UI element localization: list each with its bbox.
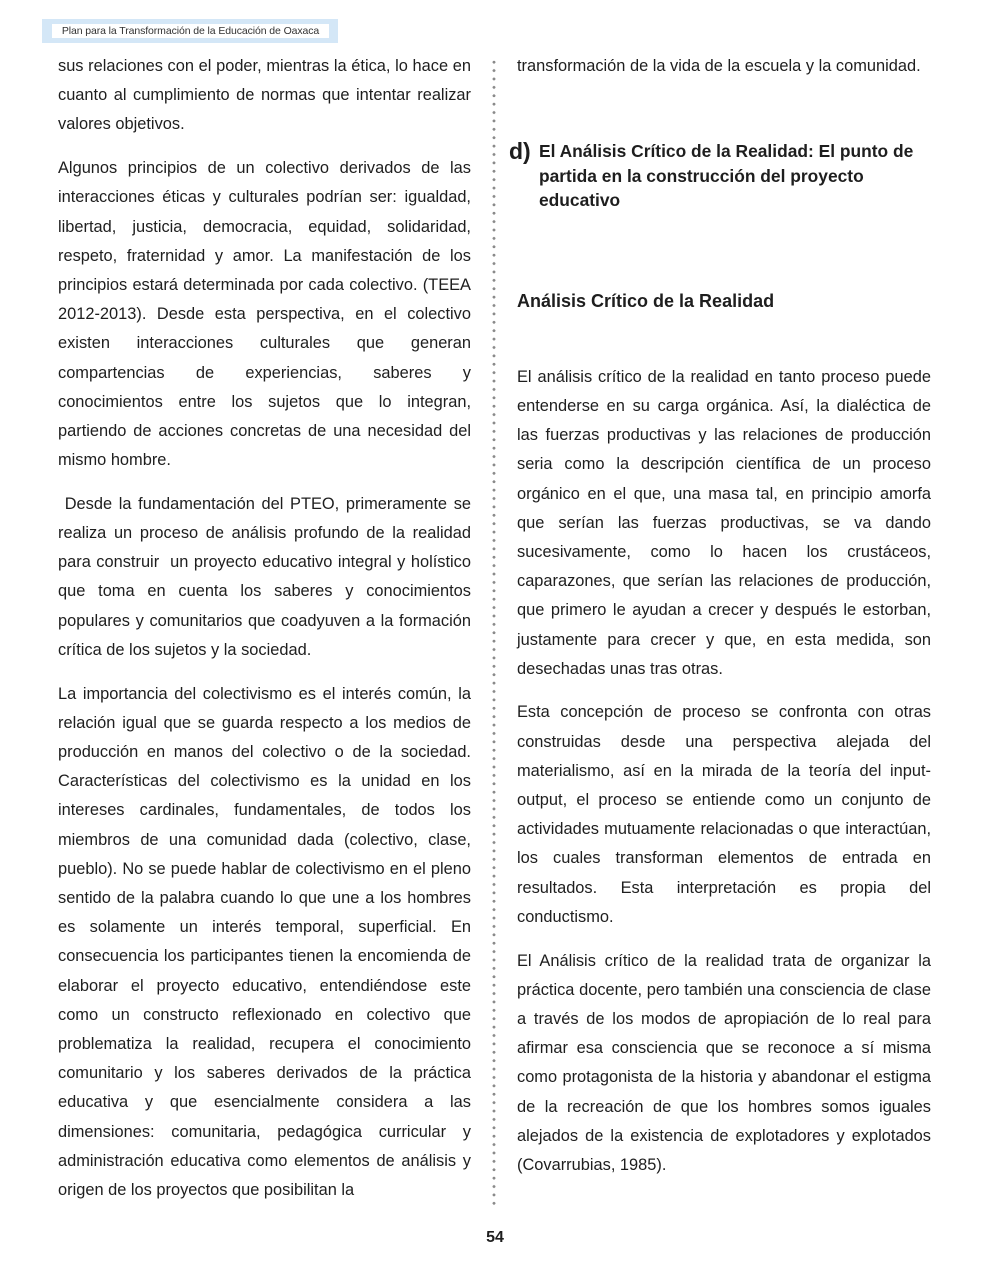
paragraph: transformación de la vida de la escuela y la comunidad.: [517, 57, 921, 75]
paragraph: Esta concepción de proceso se confronta con otras construidas desde una perspectiva alejada del materialismo, así en la mirada de la teoría del input-output, el proceso se entiende como un conjunto de actividades mutuamente relacionadas o que interactúan, los cuales transforman elementos de entrada en resultados. Esta interpretación es propia del conductismo.: [517, 703, 931, 926]
paragraph: La importancia del colectivismo es el interés común, la relación igual que se guarda respecto a los medios de producción en manos del colectivo o de la sociedad. Características del colectivismo es la unidad en los intereses cardinales, fundamentales, de todos los miembros de una comunidad dada (colectivo, clase, pueblo). No se puede hablar de colectivismo en el pleno sentido de la palabra cuando lo que une a los hombres es solamente un interés temporal, superficial. En consecuencia los participantes tienen la encomienda de elaborar el proyecto educativo, entendiéndose este como un constructo reflexionado en colectivo que problematiza la realidad, recupera el conocimiento comunitario y los saberes derivados de la práctica educativa y que esencialmente considera a las dimensiones: comunitaria, pedagógica curricular y administración educativa como elementos de análisis y origen de los proyectos que posibilitan la: [58, 684, 471, 1200]
paragraph: El análisis crítico de la realidad en tanto proceso puede entenderse en su carga orgánica. Así, la dialéctica de las fuerzas productivas y las relaciones de producción seria como la descripción científica de un proceso orgánico en el que, una masa tal, en principio amorfa que serían las fuerzas productivas, se va dando sucesivamente, como lo hacen los crustáceos, caparazones, que serían las relaciones de producción, que primero le ayudan a crecer y después le estorban, justamente para crecer y que, en esta medida, son desechadas unas tras otras.: [517, 367, 931, 678]
paragraph: El Análisis crítico de la realidad trata de organizar la práctica docente, pero también una consciencia de clase a través de los modos de apropiación de lo real para afirmar esa consciencia que se reconoce a sí misma como protagonista de la historia y abandonar el estigma de la recreación de que los hombres somos iguales alejados de la existencia de explotadores y explotados (Covarrubias, 1985).: [517, 951, 931, 1174]
page-number: 54: [486, 1229, 504, 1246]
left-column: [58, 52, 476, 1220]
section-heading: [509, 138, 931, 213]
section-letter: d): [509, 138, 531, 165]
right-column: [509, 52, 931, 1195]
section-title: El Análisis Crítico de la Realidad: El punto de partida en la construcción del proyecto educativo: [539, 141, 914, 211]
paragraph: Algunos principios de un colectivo derivados de las interacciones éticas y culturales podrían ser: igualdad, libertad, justicia, democracia, equidad, solidaridad, respeto, fraternidad y amor. La manifestación de los principios estará determinada por cada colectivo. (TEEA 2012-2013). Desde esta perspectiva, en el colectivo existen interacciones culturales que generan compartencias de experiencias, saberes y conocimientos entre los sujetos que lo integran, partiendo de acciones concretas de una necesidad del mismo hombre.: [58, 159, 471, 470]
running-header: Plan para la Transformación de la Educación de Oaxaca: [52, 24, 329, 38]
subheading: Análisis Crítico de la Realidad: [517, 290, 775, 311]
paragraph: sus relaciones con el poder, mientras la ética, lo hace en cuanto al cumplimiento de normas que intentar realizar valores objetivos.: [58, 57, 471, 134]
paragraph: Desde la fundamentación del PTEO, primeramente se realiza un proceso de análisis profundo de la realidad para construir un proyecto educativo integral y holístico que toma en cuenta los saberes y conocimientos populares y comunitarios que coadyuven a la formación crítica de los sujetos y la sociedad.: [58, 494, 476, 659]
column-divider: [492, 58, 496, 1206]
